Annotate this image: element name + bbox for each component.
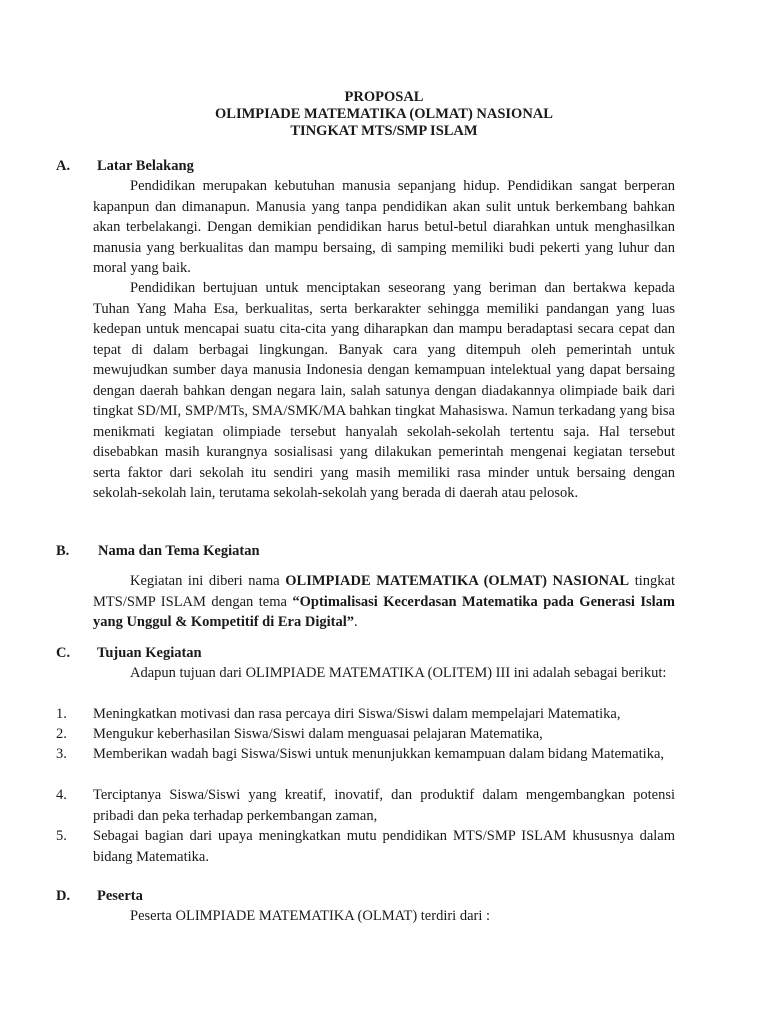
list-item-number: 5. (56, 828, 67, 844)
section-c-intro: Adapun tujuan dari OLIMPIADE MATEMATIKA (OLITEM) III ini adalah sebagai berikut: (130, 665, 667, 681)
section-a-paragraph-1: Pendidikan merupakan kebutuhan manusia sepanjang hidup. Pendidikan sangat berperan kapanpun dan dimanapun. Manusia yang tanpa pendidikan akan sulit untuk berkembang bahkan akan terbelakangi. Dengan demikian pendidikan harus betul-betul diarahkan untuk menghasilkan manusia yang berkualitas dan mampu bersaing, di samping memiliki budi pekerti yang luhur dan moral yang baik. (93, 178, 675, 276)
section-d-letter: D. (56, 888, 71, 904)
list-item-number: 4. (56, 787, 67, 803)
list-item: Memberikan wadah bagi Siswa/Siswi untuk menunjukkan kemampuan dalam bidang Matematika, (93, 746, 665, 762)
section-a-paragraph-2: Pendidikan bertujuan untuk menciptakan seseorang yang beriman dan bertakwa kepada Tuhan Yang Maha Esa, berkualitas, serta berkarakter sehingga memiliki pandangan yang luas kedepan untuk mencapai suatu cita-cita yang diharapkan dan mampu beradaptasi secara cepat dan tepat di dalam berbagai lingkungan. Banyak cara yang ditempuh oleh pemerintah untuk mewujudkan sumber daya manusia Indonesia dengan kemampuan intelektual yang dapat bersaing dengan daerah bahkan dengan negara lain, salah satunya dengan diadakannya olimpiade baik dari tingkat SD/MI, SMP/MTs, SMA/SMK/MA bahkan tingkat Mahasiswa. Namun terkadang yang bisa menikmati kegiatan olimpiade tersebut hanyalah sekolah-sekolah tertentu saja. Hal tersebut disebabkan masih kurangnya sosialisasi yang dilakukan pemerintah mengenai kegiatan tersebut serta faktor dari sekolah itu sendiri yang masih memiliki rasa minder untuk bersaing dengan sekolah-sekolah lain, terutama sekolah-sekolah yang berada di daerah atau pelosok. (93, 280, 675, 501)
event-theme: “Optimalisasi Kecerdasan Matematika pada Generasi Islam yang Unggul & Kompetitif di Era Digital” (93, 593, 675, 630)
list-item-number: 3. (56, 746, 67, 762)
section-d-intro: Peserta OLIMPIADE MATEMATIKA (OLMAT) terdiri dari : (130, 908, 491, 924)
section-a-title: Latar Belakang (97, 158, 194, 174)
section-c-title: Tujuan Kegiatan (97, 645, 202, 661)
section-d-title: Peserta (97, 888, 143, 904)
section-b-letter: B. (56, 543, 70, 559)
doc-title-line-3: TINGKAT MTS/SMP ISLAM (290, 123, 478, 139)
doc-title-line-1: PROPOSAL (344, 89, 424, 105)
section-b-title: Nama dan Tema Kegiatan (98, 543, 260, 559)
list-item-number: 2. (56, 726, 67, 742)
list-item: Mengukur keberhasilan Siswa/Siswi dalam menguasai pelajaran Matematika, (93, 726, 543, 742)
list-item: Sebagai bagian dari upaya meningkatkan mutu pendidikan MTS/SMP ISLAM khususnya dalam bidang Matematika. (93, 828, 675, 865)
section-a-letter: A. (56, 158, 71, 174)
section-b-paragraph: Kegiatan ini diberi nama OLIMPIADE MATEMATIKA (OLMAT) NASIONAL tingkat MTS/SMP ISLAM dengan tema “Optimalisasi Kecerdasan Matematika pada Generasi Islam yang Unggul & Kompetitif di Era Digital”. (93, 573, 675, 630)
doc-title-line-2: OLIMPIADE MATEMATIKA (OLMAT) NASIONAL (215, 106, 553, 122)
list-item: Meningkatkan motivasi dan rasa percaya diri Siswa/Siswi dalam mempelajari Matematika, (93, 706, 621, 722)
list-item-number: 1. (56, 706, 67, 722)
event-name: OLIMPIADE MATEMATIKA (OLMAT) NASIONAL (285, 573, 630, 589)
list-item: Terciptanya Siswa/Siswi yang kreatif, inovatif, dan produktif dalam mengembangkan potensi pribadi dan peka terhadap perkembangan zaman, (93, 787, 675, 824)
section-c-letter: C. (56, 645, 71, 661)
